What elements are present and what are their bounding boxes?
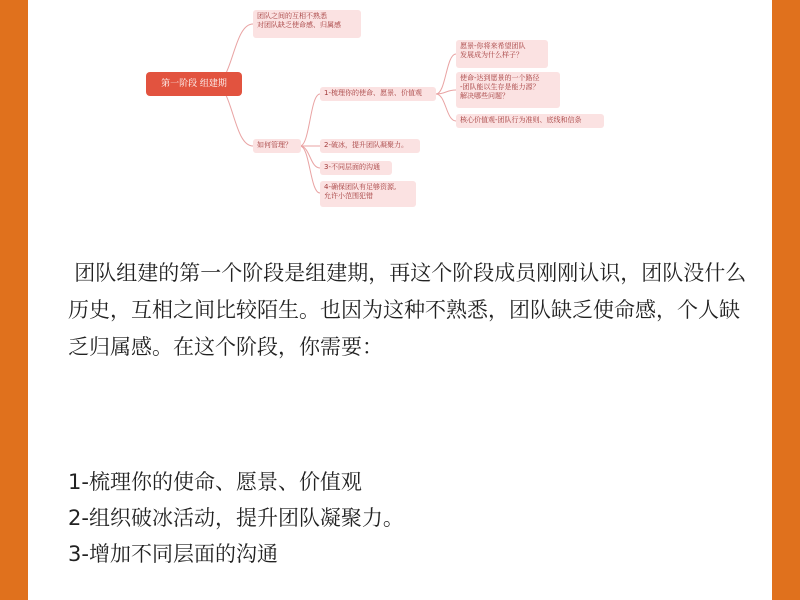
mindmap-root: 第一阶段 组建期 (146, 72, 242, 96)
body-paragraph: 团队组建的第一个阶段是组建期，再这个阶段成员刚刚认识，团队没什么历史，互相之间比较陌生。也因为这种不熟悉，团队缺乏使命感，个人缺乏归属感。在这个阶段，你需要： (68, 261, 747, 359)
mindmap-node-step1: 1-梳理你的使命、愿景、价值观 (320, 87, 436, 101)
connector-how-step3 (300, 146, 320, 168)
body-text (68, 255, 748, 366)
action-list (68, 464, 748, 572)
mindmap-node-vision: 愿景-你将来希望团队 发展成为什么样子？ (456, 40, 548, 68)
connector-how-step4 (300, 146, 320, 193)
connector-how-step1 (300, 94, 320, 146)
action-item-1: 1-梳理你的使命、愿景、价值观 (68, 470, 362, 494)
mindmap-node-step2: 2-破冰，提升团队凝聚力。 (320, 139, 420, 153)
mindmap-node-step4: 4-确保团队有足够资源, 允许小范围犯错 (320, 181, 416, 207)
mindmap-node-step3: 3-不同层面的沟通 (320, 161, 392, 175)
connector-step1-sub1 (436, 54, 456, 94)
action-item-3: 3-增加不同层面的沟通 (68, 542, 278, 566)
connector-step1-sub3 (436, 94, 456, 121)
document-page (28, 0, 772, 600)
mindmap-node-how: 如何管理？ (253, 139, 301, 153)
mindmap-node-mission: 使命-达到愿景的一个路径 -团队能以生存是能力源？ 解决哪些问题？ (456, 72, 560, 108)
mindmap-node-values: 核心价值观-团队行为准则、底线和信条 (456, 114, 604, 128)
action-item-2: 2-组织破冰活动，提升团队凝聚力。 (68, 506, 404, 530)
mindmap-node-top: 团队之间的互相不熟悉 对团队缺乏使命感、归属感 (253, 10, 361, 38)
